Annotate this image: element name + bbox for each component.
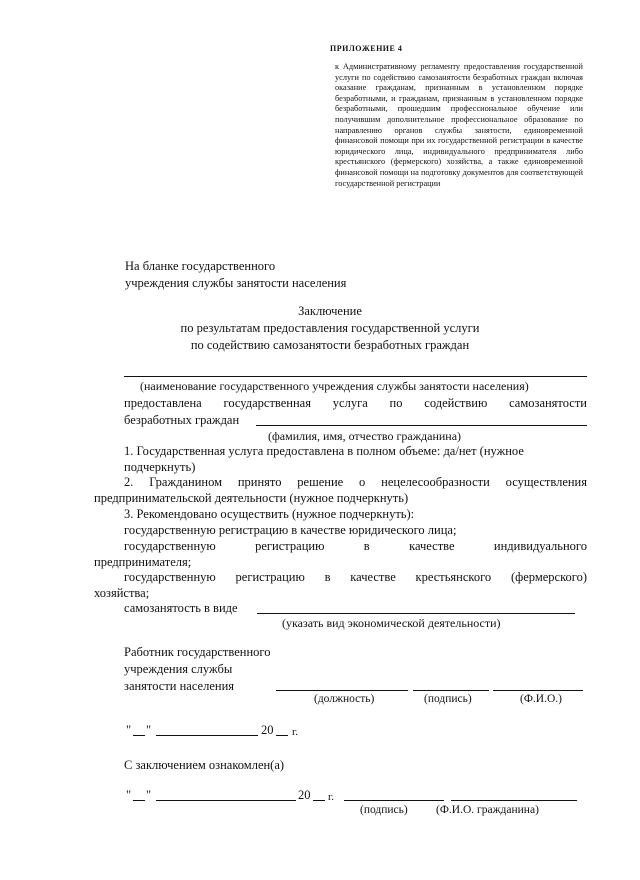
item-3-heading: 3. Рекомендовано осуществить (нужное подчеркнуть): [124,507,415,521]
citizen-signature-caption: (подпись) [360,804,408,816]
activity-type-line [257,613,575,614]
date2-year-suffix: г. [328,791,335,803]
option-legal-entity: государственную регистрацию в качестве юридического лица; [124,523,457,537]
date-year-suffix: г. [292,726,299,738]
option-farm-line-2: хозяйства; [94,586,150,600]
worker-signature-line [413,690,489,691]
appendix-note: к Административному регламенту предоставления государственной услуги по содействию самозанятости безработных граждан включая оказание гражданам, признанным в установленном порядке безработными, и гражданам, признанным в установленном порядке безработными, прошедшим профессиональное обучение или получившим дополнительное профессиональное образование по направлению органов службы занятости, единовременной финансовой помощи при их государственной регистрации в качестве юридического лица, индивидуального предпринимателя либо крестьянского (фермерского) хозяйства, а также единовременной финансовой помощи на подготовку документов для соответствующей государственной регистрации [335,62,583,188]
worker-fio-line [493,690,583,691]
date-quote-close: " [146,723,152,737]
item-2-line-2: предпринимательской деятельности (нужное подчеркнуть) [94,491,409,505]
worker-fio-caption: (Ф.И.О.) [520,693,562,705]
date-year-prefix: 20 [261,723,274,737]
option-entrepreneur-line-1: государственную регистрацию в качестве индивидуального [124,539,587,553]
worker-label [124,644,270,695]
letterhead-note [125,258,346,292]
institution-name-line [124,376,587,377]
date2-day-line [133,800,145,801]
letterhead-line-2: учреждения службы занятости населения [125,276,347,290]
item-1-line-2: подчеркнуть) [124,460,196,474]
document-title [120,303,540,354]
item-2-line-1: 2. Гражданином принято решение о нецелесообразности осуществления [124,475,587,489]
date2-month-line [156,800,296,801]
date2-year-prefix: 20 [298,788,311,802]
institution-caption: (наименование государственного учреждения службы занятости населения) [140,379,529,393]
appendix-title: ПРИЛОЖЕНИЕ 4 [330,44,403,53]
activity-caption: (указать вид экономической деятельности) [282,616,501,630]
worker-line-2: учреждения службы [124,662,233,676]
citizen-signature-line [344,800,444,801]
citizen-fio-line [451,800,577,801]
acquaint-text: С заключением ознакомлен(а) [124,758,285,772]
provided-line-1: предоставлена государственная услуга по содействию самозанятости [124,396,587,410]
item-1-line-1: 1. Государственная услуга предоставлена в полном объеме: да/нет (нужное [124,444,524,458]
self-employment-label: самозанятость в виде [124,601,238,615]
title-line-1: Заключение [298,304,362,318]
date-year-line [276,735,288,736]
worker-line-3: занятости населения [124,679,235,693]
citizen-fio-caption-2: (Ф.И.О. гражданина) [436,804,539,816]
worker-line-1: Работник государственного [124,645,271,659]
date2-quote-close: " [146,788,152,802]
position-line [276,690,408,691]
date-quote-open: " [126,723,132,737]
worker-signature-caption: (подпись) [424,693,472,705]
citizen-name-line [256,425,587,426]
date-month-line [156,735,258,736]
option-entrepreneur-line-2: предпринимателя; [94,555,192,569]
letterhead-line-1: На бланке государственного [125,259,276,273]
option-farm-line-1: государственную регистрацию в качестве крестьянского (фермерского) [124,570,587,584]
date-day-line [133,735,145,736]
date2-year-line [313,800,325,801]
title-line-3: по содействию самозанятости безработных граждан [190,338,470,352]
citizen-fio-caption: (фамилия, имя, отчество гражданина) [268,429,462,443]
date2-quote-open: " [126,788,132,802]
position-caption: (должность) [314,693,375,705]
provided-line-2: безработных граждан [124,413,240,427]
title-line-2: по результатам предоставления государственной услуги [180,321,480,335]
